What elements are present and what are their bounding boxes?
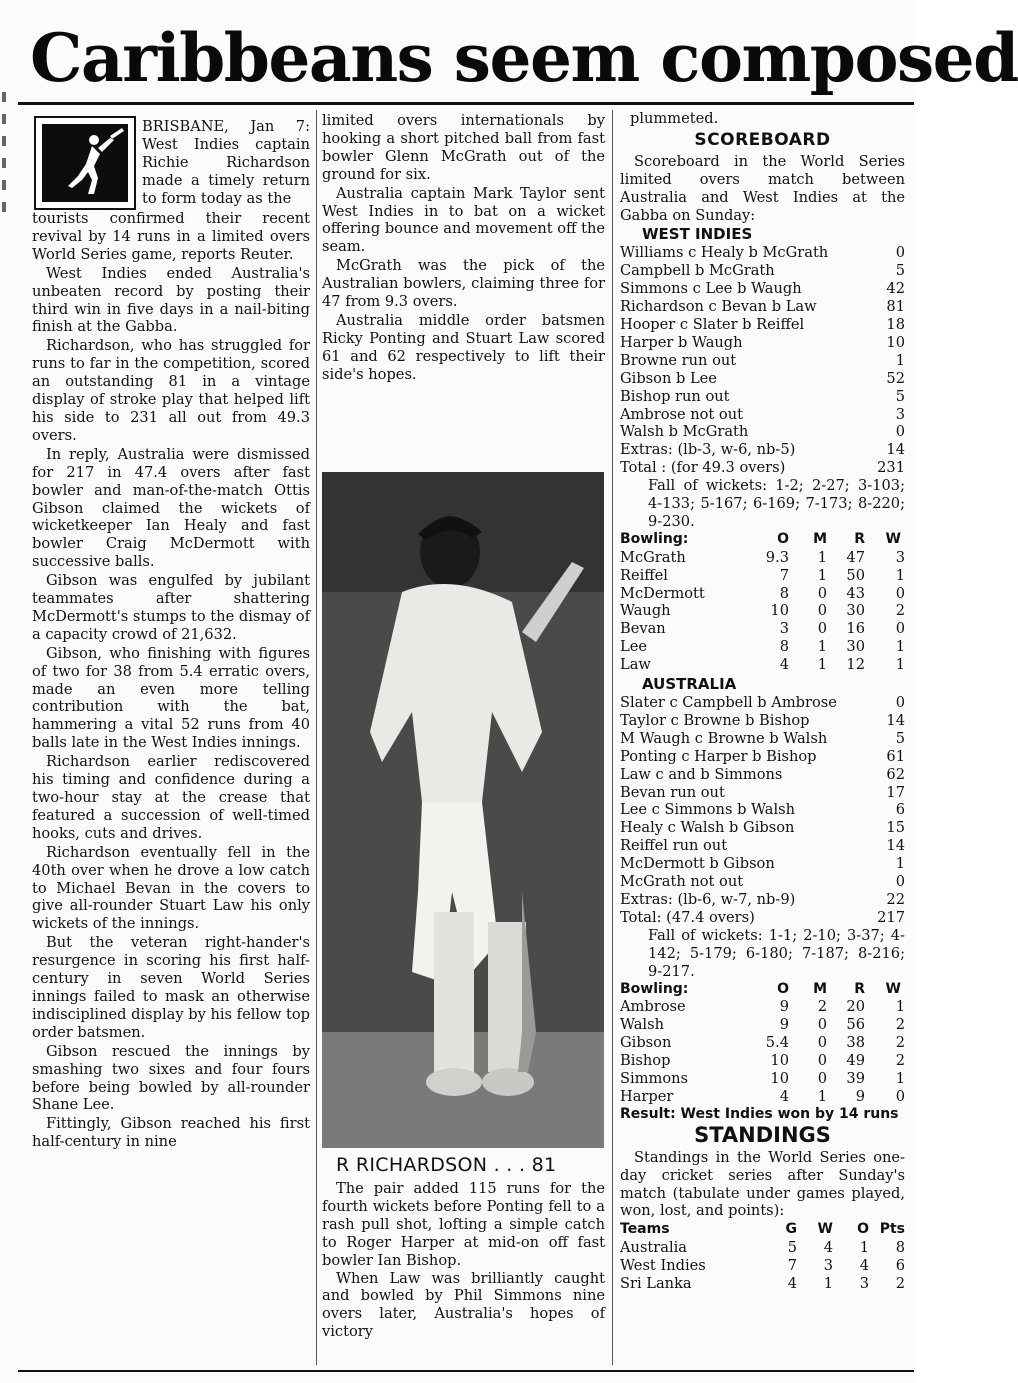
- bowling-row: [620, 1016, 905, 1034]
- batsman-runs: 22: [886, 890, 905, 908]
- batsman-name: McGrath not out: [620, 873, 744, 891]
- bowler-name: Ambrose: [620, 998, 686, 1016]
- bowling-row: [620, 638, 905, 656]
- australia-batting: [620, 694, 905, 927]
- batting-row: [620, 370, 905, 388]
- batsman-runs: 14: [886, 441, 905, 459]
- bowler-name: Law: [620, 656, 651, 674]
- cricket-player-icon: [42, 124, 128, 202]
- bowling-figure: 4: [779, 656, 789, 674]
- bowling-figure: 9: [779, 1016, 789, 1034]
- bowling-figure: 9: [779, 998, 789, 1016]
- bowling-header-cell: Bowling:: [620, 980, 689, 997]
- batsman-runs: 81: [886, 298, 905, 316]
- bowler-name: Simmons: [620, 1070, 689, 1088]
- bowler-name: McGrath: [620, 548, 686, 566]
- bowling-header-row: [620, 531, 905, 549]
- bowling-figure: 1: [817, 656, 827, 674]
- batting-row: [620, 909, 905, 927]
- bowling-figure: 30: [846, 638, 865, 656]
- batsman-name: Taylor c Browne b Bishop: [620, 711, 810, 729]
- bowling-header-cell: R: [854, 530, 865, 547]
- batsman-runs: 14: [886, 711, 905, 729]
- bowling-row: [620, 1070, 905, 1088]
- column-1: [32, 210, 310, 1152]
- batsman-runs: 62: [886, 765, 905, 783]
- bowling-figure: 1: [817, 638, 827, 656]
- article-paragraph: limited overs internationals by hooking a short pitched ball from fast bowler Glenn McGrath out of the ground for six.: [322, 112, 605, 183]
- bowling-figure: 0: [817, 1034, 827, 1052]
- batsman-name: Healy c Walsh b Gibson: [620, 819, 795, 837]
- bowling-header-cell: O: [777, 530, 789, 547]
- batsman-name: Extras: (lb-6, w-7, nb-9): [620, 890, 796, 908]
- bowling-figure: 0: [817, 584, 827, 602]
- standings-value: 2: [895, 1275, 905, 1293]
- bowling-figure: 4: [779, 1087, 789, 1105]
- batting-row: [620, 316, 905, 334]
- scoreboard-intro: Scoreboard in the World Series limited overs match between Australia and West Indies at the Gabba on Sunday:: [620, 152, 905, 224]
- batting-row: [620, 891, 905, 909]
- bowling-figure: 2: [817, 998, 827, 1016]
- west-indies-bowling-table: [620, 531, 905, 674]
- standings-value: 1: [859, 1239, 869, 1257]
- bowling-figure: 0: [895, 620, 905, 638]
- standings-header-row: [620, 1221, 905, 1239]
- batting-row: [620, 694, 905, 712]
- batsman-name: Law c and b Simmons: [620, 765, 783, 783]
- team-name: Sri Lanka: [620, 1275, 692, 1293]
- standings-value: 4: [859, 1257, 869, 1275]
- article-paragraph: Richardson eventually fell in the 40th over when he drove a low catch to Michael Bevan in the covers to give all-rounder Stuart Law his only wickets of the innings.: [32, 843, 310, 933]
- batsman-name: M Waugh c Browne b Walsh: [620, 729, 828, 747]
- bowler-name: Harper: [620, 1087, 674, 1105]
- batting-row: [620, 801, 905, 819]
- batting-row: [620, 298, 905, 316]
- bowling-figure: 1: [895, 656, 905, 674]
- batsman-runs: 10: [886, 333, 905, 351]
- batting-row: [620, 873, 905, 891]
- batsman-name: Bevan run out: [620, 783, 725, 801]
- bowling-figure: 0: [895, 1087, 905, 1105]
- australia-bowling-table: [620, 981, 905, 1106]
- fall-of-wickets: Fall of wickets: 1-2; 2-27; 3-103; 4-133; 5-167; 6-169; 7-173; 8-220; 9-230.: [648, 477, 905, 530]
- bowling-figure: 0: [817, 1052, 827, 1070]
- batsman-runs: 0: [895, 873, 905, 891]
- batsman-photo: [322, 472, 604, 1148]
- article-paragraph: plummeted.: [630, 110, 719, 127]
- bottom-rule: [18, 1370, 914, 1372]
- bowling-header-cell: M: [813, 530, 827, 547]
- fall-of-wickets: Fall of wickets: 1-1; 2-10; 3-37; 4-142; 5-179; 6-180; 7-187; 8-216; 9-217.: [648, 926, 905, 980]
- bowling-figure: 1: [895, 638, 905, 656]
- batsman-name: Richardson c Bevan b Law: [620, 298, 817, 316]
- bowler-name: Waugh: [620, 602, 671, 620]
- west-indies-batting: [620, 244, 905, 477]
- bowler-name: Reiffel: [620, 566, 668, 584]
- bowling-figure: 49: [846, 1052, 865, 1070]
- bowling-figure: 2: [895, 602, 905, 620]
- batsman-runs: 217: [877, 908, 905, 926]
- standings-intro: Standings in the World Series one-day cricket series after Sunday's match (tabulate under games played, won, lost, and points):: [620, 1148, 905, 1220]
- batsman-runs: 0: [895, 423, 905, 441]
- bowling-figure: 2: [895, 1016, 905, 1034]
- standings-value: 4: [823, 1239, 833, 1257]
- article-paragraph: West Indies ended Australia's unbeaten record by posting their third win in five days in a nail-biting finish at the Gabba.: [32, 264, 310, 336]
- batsman-name: Ambrose not out: [620, 405, 743, 423]
- match-result: Result: West Indies won by 14 runs: [620, 1105, 899, 1122]
- bowling-figure: 30: [846, 602, 865, 620]
- bowling-figure: 3: [895, 548, 905, 566]
- column-2: [322, 112, 605, 385]
- batsman-name: Total : (for 49.3 overs): [620, 459, 786, 477]
- bowling-header-cell: W: [885, 530, 901, 547]
- batsman-runs: 1: [895, 855, 905, 873]
- bowling-figure: 39: [846, 1070, 865, 1088]
- bowling-figure: 43: [846, 584, 865, 602]
- article-paragraph: Richardson earlier rediscovered his timing and confidence during a two-hour stay at the crease that featured a succession of well-timed hooks, cuts and drives.: [32, 753, 310, 842]
- standings-value: 6: [895, 1257, 905, 1275]
- bowling-figure: 1: [817, 548, 827, 566]
- lead-paragraph: BRISBANE, Jan 7: West Indies captain Richie Richardson made a timely return to form today as the: [142, 118, 310, 207]
- lead-paragraph-continued: tourists confirmed their recent revival by 14 runs in a limited overs World Series game, reports Reuter.: [32, 210, 310, 263]
- batsman-runs: 61: [886, 747, 905, 765]
- batting-row: [620, 423, 905, 441]
- bowling-row: [620, 585, 905, 603]
- scoreboard-heading: SCOREBOARD: [694, 129, 831, 150]
- article-paragraph: The pair added 115 runs for the fourth wickets before Ponting fell to a rash pull shot, lofting a simple catch to Roger Harper at mid-on off fast bowler Ian Bishop.: [322, 1180, 605, 1269]
- bowler-name: McDermott: [620, 584, 705, 602]
- bowling-figure: 3: [779, 620, 789, 638]
- bowling-row: [620, 602, 905, 620]
- article-paragraph: Fittingly, Gibson reached his first half-century in nine: [32, 1115, 310, 1151]
- batting-row: [620, 280, 905, 298]
- bowling-row: [620, 620, 905, 638]
- standings-header-cell: O: [857, 1221, 869, 1238]
- standings-header-cell: W: [817, 1221, 833, 1238]
- team-name: Australia: [620, 1239, 688, 1257]
- batsman-name: Lee c Simmons b Walsh: [620, 801, 796, 819]
- bowling-figure: 1: [895, 1070, 905, 1088]
- bowling-figure: 0: [895, 584, 905, 602]
- batsman-name: Bishop run out: [620, 387, 730, 405]
- batting-row: [620, 784, 905, 802]
- dateline-lead: [142, 118, 310, 209]
- bowling-figure: 8: [779, 638, 789, 656]
- standings-row: [620, 1275, 905, 1293]
- bowling-row: [620, 998, 905, 1016]
- bowler-name: Bevan: [620, 620, 666, 638]
- team-name: West Indies: [620, 1257, 706, 1275]
- standings-table: [620, 1221, 905, 1293]
- batsman-name: Campbell b McGrath: [620, 262, 775, 280]
- page-edge-marks: [2, 80, 10, 340]
- batsman-runs: 5: [895, 262, 905, 280]
- batting-row: [620, 459, 905, 477]
- article-paragraph: But the veteran right-hander's resurgence in scoring his first half-century in seven World Series innings failed to mask an otherwise indisciplined display by his fellow top order batsmen.: [32, 934, 310, 1041]
- bowling-figure: 12: [846, 656, 865, 674]
- bowler-name: Bishop: [620, 1052, 671, 1070]
- batsman-name: Harper b Waugh: [620, 333, 743, 351]
- bowling-row: [620, 656, 905, 674]
- bowling-row: [620, 1052, 905, 1070]
- bowling-figure: 9.3: [765, 548, 789, 566]
- column-3: [620, 110, 905, 1293]
- batsman-runs: 0: [895, 244, 905, 262]
- standings-row: [620, 1239, 905, 1257]
- standings-row: [620, 1257, 905, 1275]
- batting-row: [620, 712, 905, 730]
- bowling-header-cell: M: [813, 980, 827, 997]
- batsman-name: Walsh b McGrath: [620, 423, 749, 441]
- bowling-row: [620, 567, 905, 585]
- batting-row: [620, 388, 905, 406]
- photo-caption: R RICHARDSON . . . 81: [336, 1154, 557, 1176]
- batsman-runs: 17: [886, 783, 905, 801]
- bowling-figure: 7: [779, 566, 789, 584]
- batsman-runs: 52: [886, 369, 905, 387]
- bowling-figure: 1: [895, 566, 905, 584]
- article-paragraph: Richardson, who has struggled for runs to far in the competition, scored an outstanding 81 in a vintage display of stroke play that helped lift his side to 231 all out from 49.3 overs.: [32, 337, 310, 444]
- batsman-name: Total: (47.4 overs): [620, 908, 755, 926]
- batsman-name: Williams c Healy b McGrath: [620, 244, 829, 262]
- batsman-runs: 14: [886, 837, 905, 855]
- batsman-runs: 3: [895, 405, 905, 423]
- bowling-figure: 0: [817, 602, 827, 620]
- batting-row: [620, 262, 905, 280]
- bowling-row: [620, 549, 905, 567]
- column-2-continued: [322, 1180, 605, 1341]
- batsman-runs: 231: [877, 459, 905, 477]
- batting-row: [620, 819, 905, 837]
- bowling-header-cell: W: [885, 980, 901, 997]
- headline-rule: [18, 102, 914, 105]
- batting-row: [620, 441, 905, 459]
- standings-value: 7: [787, 1257, 797, 1275]
- bowler-name: Lee: [620, 638, 647, 656]
- batsman-name: Browne run out: [620, 351, 737, 369]
- batsman-name: Reiffel run out: [620, 837, 728, 855]
- batting-row: [620, 837, 905, 855]
- batsman-runs: 1: [895, 351, 905, 369]
- batting-row: [620, 352, 905, 370]
- bowler-name: Gibson: [620, 1034, 672, 1052]
- bowling-figure: 1: [895, 998, 905, 1016]
- batsman-runs: 15: [886, 819, 905, 837]
- bowling-row: [620, 1088, 905, 1106]
- standings-value: 5: [787, 1239, 797, 1257]
- team-heading-australia: AUSTRALIA: [642, 675, 737, 694]
- bowling-figure: 9: [855, 1087, 865, 1105]
- bowling-header-row: [620, 981, 905, 999]
- batsman-runs: 0: [895, 694, 905, 711]
- batsman-name: Ponting c Harper b Bishop: [620, 747, 817, 765]
- bowling-figure: 10: [770, 1070, 789, 1088]
- batsman-name: Hooper c Slater b Reiffel: [620, 315, 805, 333]
- bowling-figure: 2: [895, 1052, 905, 1070]
- bowling-figure: 20: [846, 998, 865, 1016]
- bowling-figure: 0: [817, 1070, 827, 1088]
- cricket-logo: [34, 116, 136, 210]
- batting-row: [620, 406, 905, 424]
- batting-row: [620, 766, 905, 784]
- article-paragraph: Gibson, who finishing with figures of two for 38 from 5.4 erratic overs, made an even more telling contribution with the bat, hammering a vital 52 runs from 40 balls late in the West Indies innings.: [32, 644, 310, 752]
- bowling-figure: 56: [846, 1016, 865, 1034]
- batsman-name: Slater c Campbell b Ambrose: [620, 694, 837, 711]
- standings-value: 4: [787, 1275, 797, 1293]
- bowling-figure: 38: [846, 1034, 865, 1052]
- batting-row: [620, 748, 905, 766]
- bowling-figure: 0: [817, 620, 827, 638]
- standings-heading: STANDINGS: [694, 1122, 831, 1147]
- article-paragraph: Gibson was engulfed by jubilant teammates after shattering McDermott's stumps to the dismay of a capacity crowd of 21,632.: [32, 572, 310, 643]
- article-paragraph: Gibson rescued the innings by smashing two sixes and four fours before being bowled by all-rounder Shane Lee.: [32, 1042, 310, 1114]
- standings-value: 3: [859, 1275, 869, 1293]
- bowling-header-cell: O: [777, 980, 789, 997]
- batsman-name: Gibson b Lee: [620, 369, 717, 387]
- column-divider: [612, 110, 613, 1365]
- bowling-figure: 10: [770, 602, 789, 620]
- article-paragraph: Australia middle order batsmen Ricky Ponting and Stuart Law scored 61 and 62 respectively to lift their side's hopes.: [322, 311, 605, 383]
- batsman-runs: 18: [886, 315, 905, 333]
- bowling-row: [620, 1034, 905, 1052]
- article-paragraph: McGrath was the pick of the Australian bowlers, claiming three for 47 from 9.3 overs.: [322, 257, 605, 311]
- batsman-runs: 5: [895, 387, 905, 405]
- standings-value: 8: [895, 1239, 905, 1257]
- bowling-figure: 50: [846, 566, 865, 584]
- batting-row: [620, 855, 905, 873]
- standings-header-cell: G: [785, 1221, 797, 1238]
- batting-row: [620, 244, 905, 262]
- bowling-header-cell: R: [854, 980, 865, 997]
- bowling-figure: 1: [817, 566, 827, 584]
- article-paragraph: In reply, Australia were dismissed for 217 in 47.4 overs after fast bowler and man-of-the-match Ottis Gibson claimed the wickets of wicketkeeper Ian Healy and fast bowler Craig McDermott with successive balls.: [32, 445, 310, 571]
- article-paragraph: When Law was brilliantly caught and bowled by Phil Simmons nine overs later, Australia's hopes of victory: [322, 1269, 605, 1341]
- team-heading-west-indies: WEST INDIES: [642, 225, 753, 244]
- headline: Caribbeans seem composed: [30, 19, 1018, 97]
- bowling-figure: 47: [846, 548, 865, 566]
- bowling-header-cell: Bowling:: [620, 530, 689, 547]
- bowling-figure: 5.4: [765, 1034, 789, 1052]
- batsman-name: McDermott b Gibson: [620, 855, 775, 873]
- bowling-figure: 0: [817, 1016, 827, 1034]
- batsman-runs: 5: [895, 729, 905, 747]
- standings-header-cell: Pts: [879, 1221, 905, 1238]
- batsman-runs: 42: [886, 280, 905, 298]
- standings-value: 1: [823, 1275, 833, 1293]
- bowling-figure: 2: [895, 1034, 905, 1052]
- batting-row: [620, 730, 905, 748]
- column-divider: [316, 110, 317, 1365]
- batsman-name: Simmons c Lee b Waugh: [620, 280, 802, 298]
- bowling-figure: 1: [817, 1087, 827, 1105]
- bowling-figure: 10: [770, 1052, 789, 1070]
- batsman-runs: 6: [895, 801, 905, 819]
- article-paragraph: Australia captain Mark Taylor sent West Indies in to bat on a wicket offering bounce and movement off the seam.: [322, 184, 605, 256]
- standings-value: 3: [823, 1257, 833, 1275]
- bowling-figure: 16: [846, 620, 865, 638]
- batsman-name: Extras: (lb-3, w-6, nb-5): [620, 441, 796, 459]
- batting-row: [620, 334, 905, 352]
- bowler-name: Walsh: [620, 1016, 664, 1034]
- bowling-figure: 8: [779, 584, 789, 602]
- standings-header-cell: Teams: [620, 1221, 670, 1238]
